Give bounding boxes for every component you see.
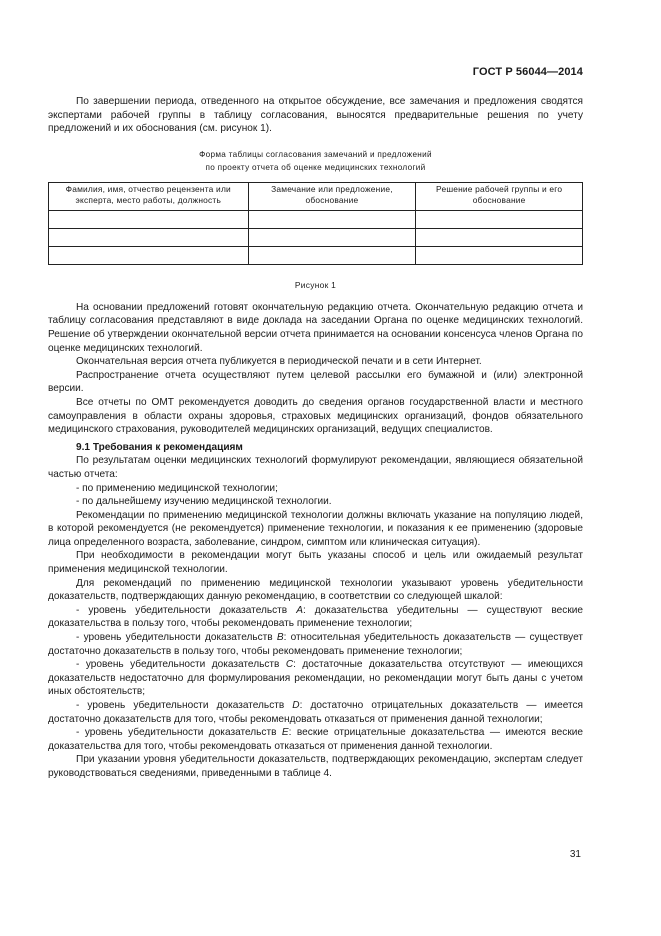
level-prefix: - уровень убедительности доказательств [76, 727, 282, 739]
level-text: : достаточно отрицательных доказательств — имеется достаточно доказательств для того, чтобы рекомендовать отказаться от применения данной технологии; [48, 700, 583, 725]
figure-caption [48, 148, 583, 174]
paragraph: Для рекомендаций по применению медицинской технологии указывают уровень убедительности доказательств, подтверждающих данную рекомендацию, в соответствии со следующей шкалой: [48, 577, 583, 603]
table-row [49, 246, 583, 264]
level-letter: C [285, 659, 294, 671]
page-content [48, 95, 583, 781]
paragraph: При необходимости в рекомендации могут быть указаны способ и цель или ожидаемый результат применения медицинской технологии. [48, 550, 583, 576]
level-letter: D [292, 700, 300, 711]
table-cell [248, 228, 416, 246]
paragraph: Окончательная версия отчета публикуется в периодической печати и в сети Интернет. [76, 356, 482, 368]
approval-table [48, 182, 583, 265]
evidence-level-c [48, 658, 583, 699]
table-cell [416, 228, 583, 246]
intro-paragraph: По завершении периода, отведенного на открытое обсуждение, все замечания и предложения сводятся экспертами рабочей группы в таблицу согласования, выносятся предварительные решения по учету предложений и их обоснования (см. рисунок 1). [48, 96, 583, 135]
table-row [49, 210, 583, 228]
table-row [49, 228, 583, 246]
table-header-row [49, 182, 583, 210]
paragraph: На основании предложений готовят окончательную редакцию отчета. Окончательную редакцию отчета и таблицу согласования представляют в виде доклада на заседании Органа по оценке медицинских технологий. Решение об утверждении окончательной версии отчета принимается на основании консенсуса членов Органа по оценке медицинских технологий. [48, 301, 583, 354]
level-text: : относительная убедительность доказательств — существует достаточно доказательств в пользу того, чтобы рекомендовать применение технологии; [48, 632, 584, 657]
figure-caption-line-1: Форма таблицы согласования замечаний и предложений [199, 149, 432, 159]
table-cell [49, 246, 249, 264]
level-prefix: - уровень убедительности доказательств [76, 604, 297, 616]
paragraph: Рекомендации по применению медицинской технологии должны включать указание на популяцию людей, в которой рекомендуется (не рекомендуется) применение технологии, и показания к ее применению (здоровые лица определенного возраста, заболевание, синдром, симптом или клиническая ситуация). [48, 509, 583, 548]
figure-label: Рисунок 1 [294, 279, 337, 290]
level-letter: E [281, 727, 289, 739]
evidence-level-b [48, 631, 583, 658]
evidence-level-e [48, 726, 583, 753]
table-cell [416, 246, 583, 264]
evidence-level-a [48, 604, 583, 631]
table-cell [49, 210, 249, 228]
column-header-comment: Замечание или предложение, обоснование [248, 182, 416, 210]
table-cell [416, 210, 583, 228]
evidence-level-d [48, 699, 583, 726]
figure-caption-line-2: по проекту отчета об оценке медицинских технологий [205, 162, 426, 172]
level-text: : веские отрицательные доказательства — имеются веские доказательства для того, чтобы рекомендовать отказаться от применения данной технологии. [48, 727, 584, 752]
paragraph: Распространение отчета осуществляют путем целевой рассылки его бумажной и (или) электронной версии. [48, 369, 583, 395]
level-prefix: - уровень убедительности доказательств [76, 632, 277, 644]
column-header-decision: Решение рабочей группы и его обоснование [416, 182, 583, 210]
level-prefix: - уровень убедительности доказательств [76, 659, 286, 671]
table-cell [248, 246, 416, 264]
column-header-reviewer: Фамилия, имя, отчество рецензента или эксперта, место работы, должность [49, 182, 249, 210]
level-text: : достаточные доказательства отсутствуют — имеющихся доказательств недостаточно для формулирования рекомендации, но рекомендации могут быть даны с учетом иных обстоятельств; [48, 659, 583, 698]
paragraph: Все отчеты по ОМТ рекомендуется доводить до сведения органов государственной власти и местного самоуправления в области охраны здоровья, страховых медицинских организаций, фондов обязательного медицинского страхования, руководителей медицинских организаций, ведущих специалистов. [48, 396, 583, 436]
list-item: - по применению медицинской технологии; [76, 482, 278, 494]
paragraph: По результатам оценки медицинских технологий формулируют рекомендации, являющиеся обязательной частью отчета: [48, 455, 583, 480]
level-letter: B [276, 632, 284, 644]
table-cell [248, 210, 416, 228]
table-cell [49, 228, 249, 246]
page-number: 31 [569, 849, 581, 860]
paragraph: При указании уровня убедительности доказательств, подтверждающих рекомендацию, экспертам следует руководствоваться сведениями, приведенными в таблице 4. [48, 754, 583, 779]
section-heading: 9.1 Требования к рекомендациям [76, 441, 243, 453]
document-header: ГОСТ Р 56044—2014 [472, 66, 583, 78]
level-prefix: - уровень убедительности доказательств [76, 700, 293, 711]
list-item: - по дальнейшему изучению медицинской технологии. [76, 496, 332, 508]
level-letter: A [296, 604, 303, 616]
level-text: : доказательства убедительны — существуют веские доказательства в пользу того, чтобы рекомендовать применение технологии; [48, 604, 583, 630]
